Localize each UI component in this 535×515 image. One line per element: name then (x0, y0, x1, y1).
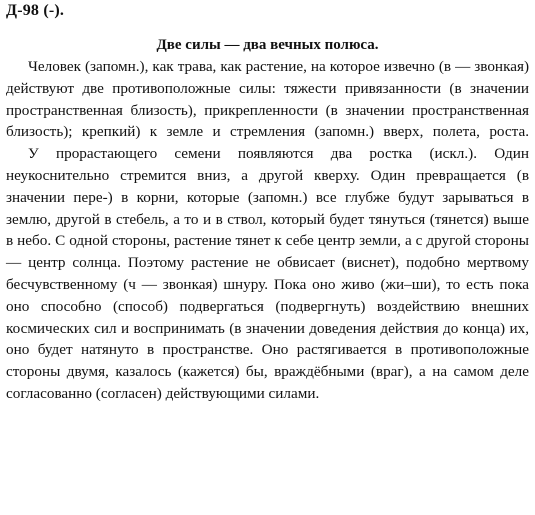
exercise-text (6, 56, 529, 405)
paragraph: Человек (запомн.), как трава, как растение, на которое извечно (в — звонкая) действуют две противоположные силы: тяжести привязанности (в значении пространственная близость), прикрепленности (в значении пространственная близость); крепкий) к земле и стремления (запомн.) вверх, полета, роста. (6, 58, 529, 141)
paragraph: У прорастающего семени появляются два ростка (искл.). Один неукоснительно стремится вниз, а другой кверху. Один превращается (в значении пере-) в корни, которые (запомн.) все глубже будут зарываться в землю, другой в стебель, а то и в ствол, который будет тянуться (тянется) выше в небо. С одной стороны, растение тянет к себе центр земли, а с другой стороны — центр солнца. Поэтому растение не обвисает (виснет), подобно мертвому бесчувственному (ч — звонкая) шнуру. Пока оно живо (жи–ши), то есть пока оно способно (способ) подвергаться (подвергнуть) воздействию внешних космических сил и воспринимать (в значении доведения действия до конца) их, оно будет натянуто в пространстве. Оно растягивается в противоположные стороны двумя, казалось (кажется) бы, враждёбными (враг), а на самом деле согласованно (согласен) действующими силами. (6, 145, 529, 402)
exercise-title: Две силы — два вечных полюса. (156, 37, 379, 53)
task-number: Д-98 (-). (6, 2, 65, 19)
exercise-page (6, 2, 529, 513)
